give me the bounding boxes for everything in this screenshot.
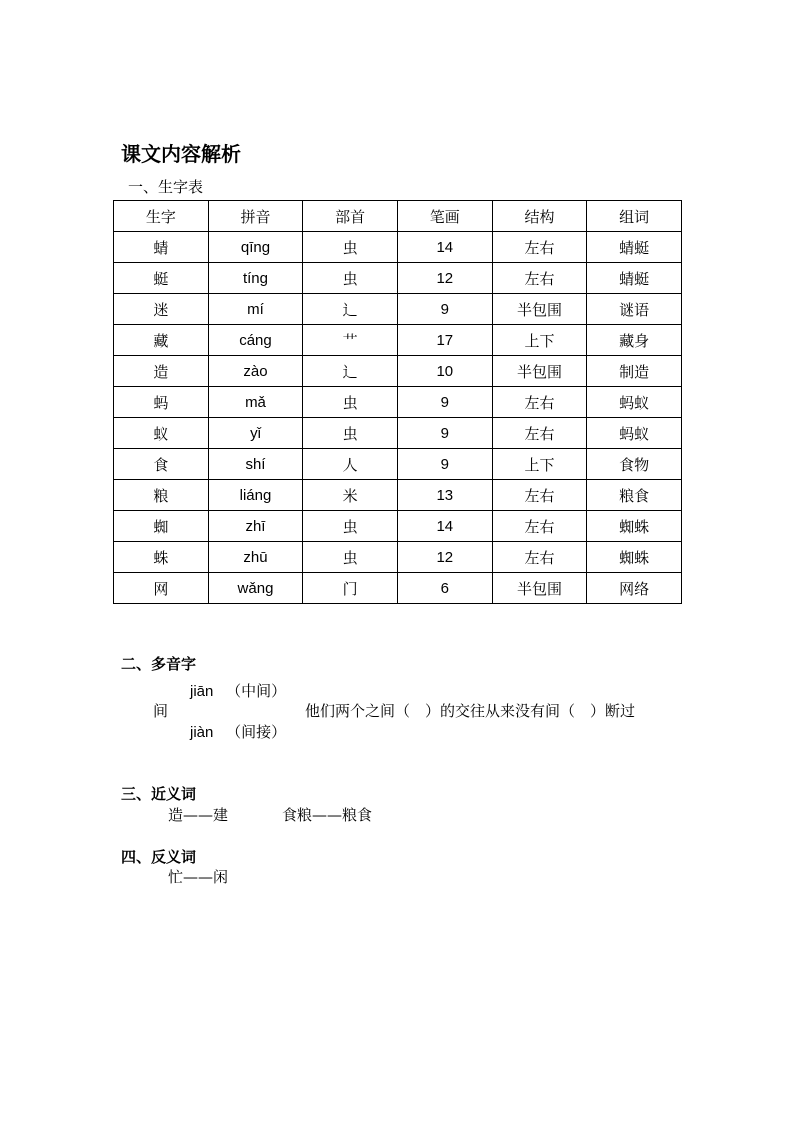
cell-structure: 左右 xyxy=(492,263,587,294)
cell-radical: 辶 xyxy=(303,294,398,325)
cell-pinyin: shí xyxy=(208,449,303,480)
cell-character: 藏 xyxy=(114,325,209,356)
cell-pinyin: cáng xyxy=(208,325,303,356)
cell-structure: 左右 xyxy=(492,232,587,263)
cell-radical: 门 xyxy=(303,573,398,604)
cell-strokes: 9 xyxy=(397,387,492,418)
column-header-words: 组词 xyxy=(587,201,682,232)
cell-radical: 虫 xyxy=(303,263,398,294)
section-heading-antonyms: 四、反义词 xyxy=(121,848,197,866)
table-row xyxy=(114,294,682,325)
reading-1-example: （中间） xyxy=(226,682,287,700)
table-row xyxy=(114,542,682,573)
cell-words: 谜语 xyxy=(587,294,682,325)
cell-character: 蚂 xyxy=(114,387,209,418)
cell-character: 迷 xyxy=(114,294,209,325)
page-title: 课文内容解析 xyxy=(121,142,241,166)
cell-words: 网络 xyxy=(587,573,682,604)
reading-1 xyxy=(190,680,286,701)
reading-2-pinyin: jiàn xyxy=(190,724,214,741)
section-heading-synonyms: 三、近义词 xyxy=(121,785,197,803)
cell-strokes: 10 xyxy=(397,356,492,387)
cell-character: 网 xyxy=(114,573,209,604)
cell-pinyin: yǐ xyxy=(208,418,303,449)
cell-structure: 左右 xyxy=(492,542,587,573)
cell-strokes: 9 xyxy=(397,449,492,480)
table-row xyxy=(114,449,682,480)
cell-structure: 左右 xyxy=(492,511,587,542)
cell-structure: 半包围 xyxy=(492,356,587,387)
cell-radical: 虫 xyxy=(303,542,398,573)
cell-character: 蜓 xyxy=(114,263,209,294)
cell-structure: 半包围 xyxy=(492,573,587,604)
cell-radical: 米 xyxy=(303,480,398,511)
table-header-row xyxy=(114,201,682,232)
cell-character: 蜘 xyxy=(114,511,209,542)
cell-strokes: 14 xyxy=(397,511,492,542)
cell-words: 蜻蜓 xyxy=(587,232,682,263)
cell-words: 蚂蚁 xyxy=(587,387,682,418)
reading-2-example: （间接） xyxy=(226,723,287,741)
cell-strokes: 9 xyxy=(397,418,492,449)
cell-pinyin: zào xyxy=(208,356,303,387)
cell-radical: 艹 xyxy=(303,325,398,356)
cell-words: 粮食 xyxy=(587,480,682,511)
cell-radical: 辶 xyxy=(303,356,398,387)
table-row xyxy=(114,418,682,449)
cell-radical: 虫 xyxy=(303,387,398,418)
cell-structure: 上下 xyxy=(492,449,587,480)
cell-structure: 半包围 xyxy=(492,294,587,325)
section-heading-new-characters: 一、生字表 xyxy=(128,178,204,196)
cell-radical: 人 xyxy=(303,449,398,480)
cell-pinyin: zhī xyxy=(208,511,303,542)
cell-character: 蛛 xyxy=(114,542,209,573)
character-table xyxy=(113,200,682,604)
cell-character: 造 xyxy=(114,356,209,387)
polyphonic-character: 间 xyxy=(153,702,169,720)
cell-pinyin: tíng xyxy=(208,263,303,294)
cell-structure: 左右 xyxy=(492,418,587,449)
polyphonic-exercise: 他们两个之间（ ）的交往从来没有间（ ）断过 xyxy=(305,702,636,720)
cell-pinyin: wǎng xyxy=(208,573,303,604)
cell-character: 蜻 xyxy=(114,232,209,263)
cell-structure: 左右 xyxy=(492,387,587,418)
cell-strokes: 17 xyxy=(397,325,492,356)
cell-strokes: 12 xyxy=(397,263,492,294)
synonym-pair-1: 造——建 xyxy=(168,806,229,824)
table-row xyxy=(114,511,682,542)
cell-words: 藏身 xyxy=(587,325,682,356)
cell-character: 食 xyxy=(114,449,209,480)
cell-character: 粮 xyxy=(114,480,209,511)
cell-structure: 上下 xyxy=(492,325,587,356)
cell-radical: 虫 xyxy=(303,418,398,449)
synonym-pair-2: 食粮——粮食 xyxy=(282,806,373,824)
table-row xyxy=(114,356,682,387)
table-row xyxy=(114,480,682,511)
cell-words: 蜘蛛 xyxy=(587,542,682,573)
table-row xyxy=(114,573,682,604)
cell-pinyin: liáng xyxy=(208,480,303,511)
column-header-radical: 部首 xyxy=(303,201,398,232)
table-row xyxy=(114,325,682,356)
column-header-strokes: 笔画 xyxy=(397,201,492,232)
cell-words: 食物 xyxy=(587,449,682,480)
cell-strokes: 12 xyxy=(397,542,492,573)
cell-strokes: 13 xyxy=(397,480,492,511)
section-heading-polyphonic: 二、多音字 xyxy=(121,655,197,673)
cell-character: 蚁 xyxy=(114,418,209,449)
column-header-structure: 结构 xyxy=(492,201,587,232)
cell-structure: 左右 xyxy=(492,480,587,511)
cell-radical: 虫 xyxy=(303,511,398,542)
cell-pinyin: mǎ xyxy=(208,387,303,418)
table-row xyxy=(114,263,682,294)
cell-words: 制造 xyxy=(587,356,682,387)
antonym-pair-1: 忙——闲 xyxy=(168,868,229,886)
cell-strokes: 9 xyxy=(397,294,492,325)
reading-2 xyxy=(190,721,286,742)
cell-pinyin: mí xyxy=(208,294,303,325)
cell-strokes: 14 xyxy=(397,232,492,263)
cell-pinyin: zhū xyxy=(208,542,303,573)
column-header-character: 生字 xyxy=(114,201,209,232)
table-row xyxy=(114,387,682,418)
table-row xyxy=(114,232,682,263)
reading-1-pinyin: jiān xyxy=(190,683,214,700)
cell-words: 蜻蜓 xyxy=(587,263,682,294)
cell-words: 蜘蛛 xyxy=(587,511,682,542)
cell-radical: 虫 xyxy=(303,232,398,263)
cell-pinyin: qīng xyxy=(208,232,303,263)
cell-words: 蚂蚁 xyxy=(587,418,682,449)
cell-strokes: 6 xyxy=(397,573,492,604)
column-header-pinyin: 拼音 xyxy=(208,201,303,232)
